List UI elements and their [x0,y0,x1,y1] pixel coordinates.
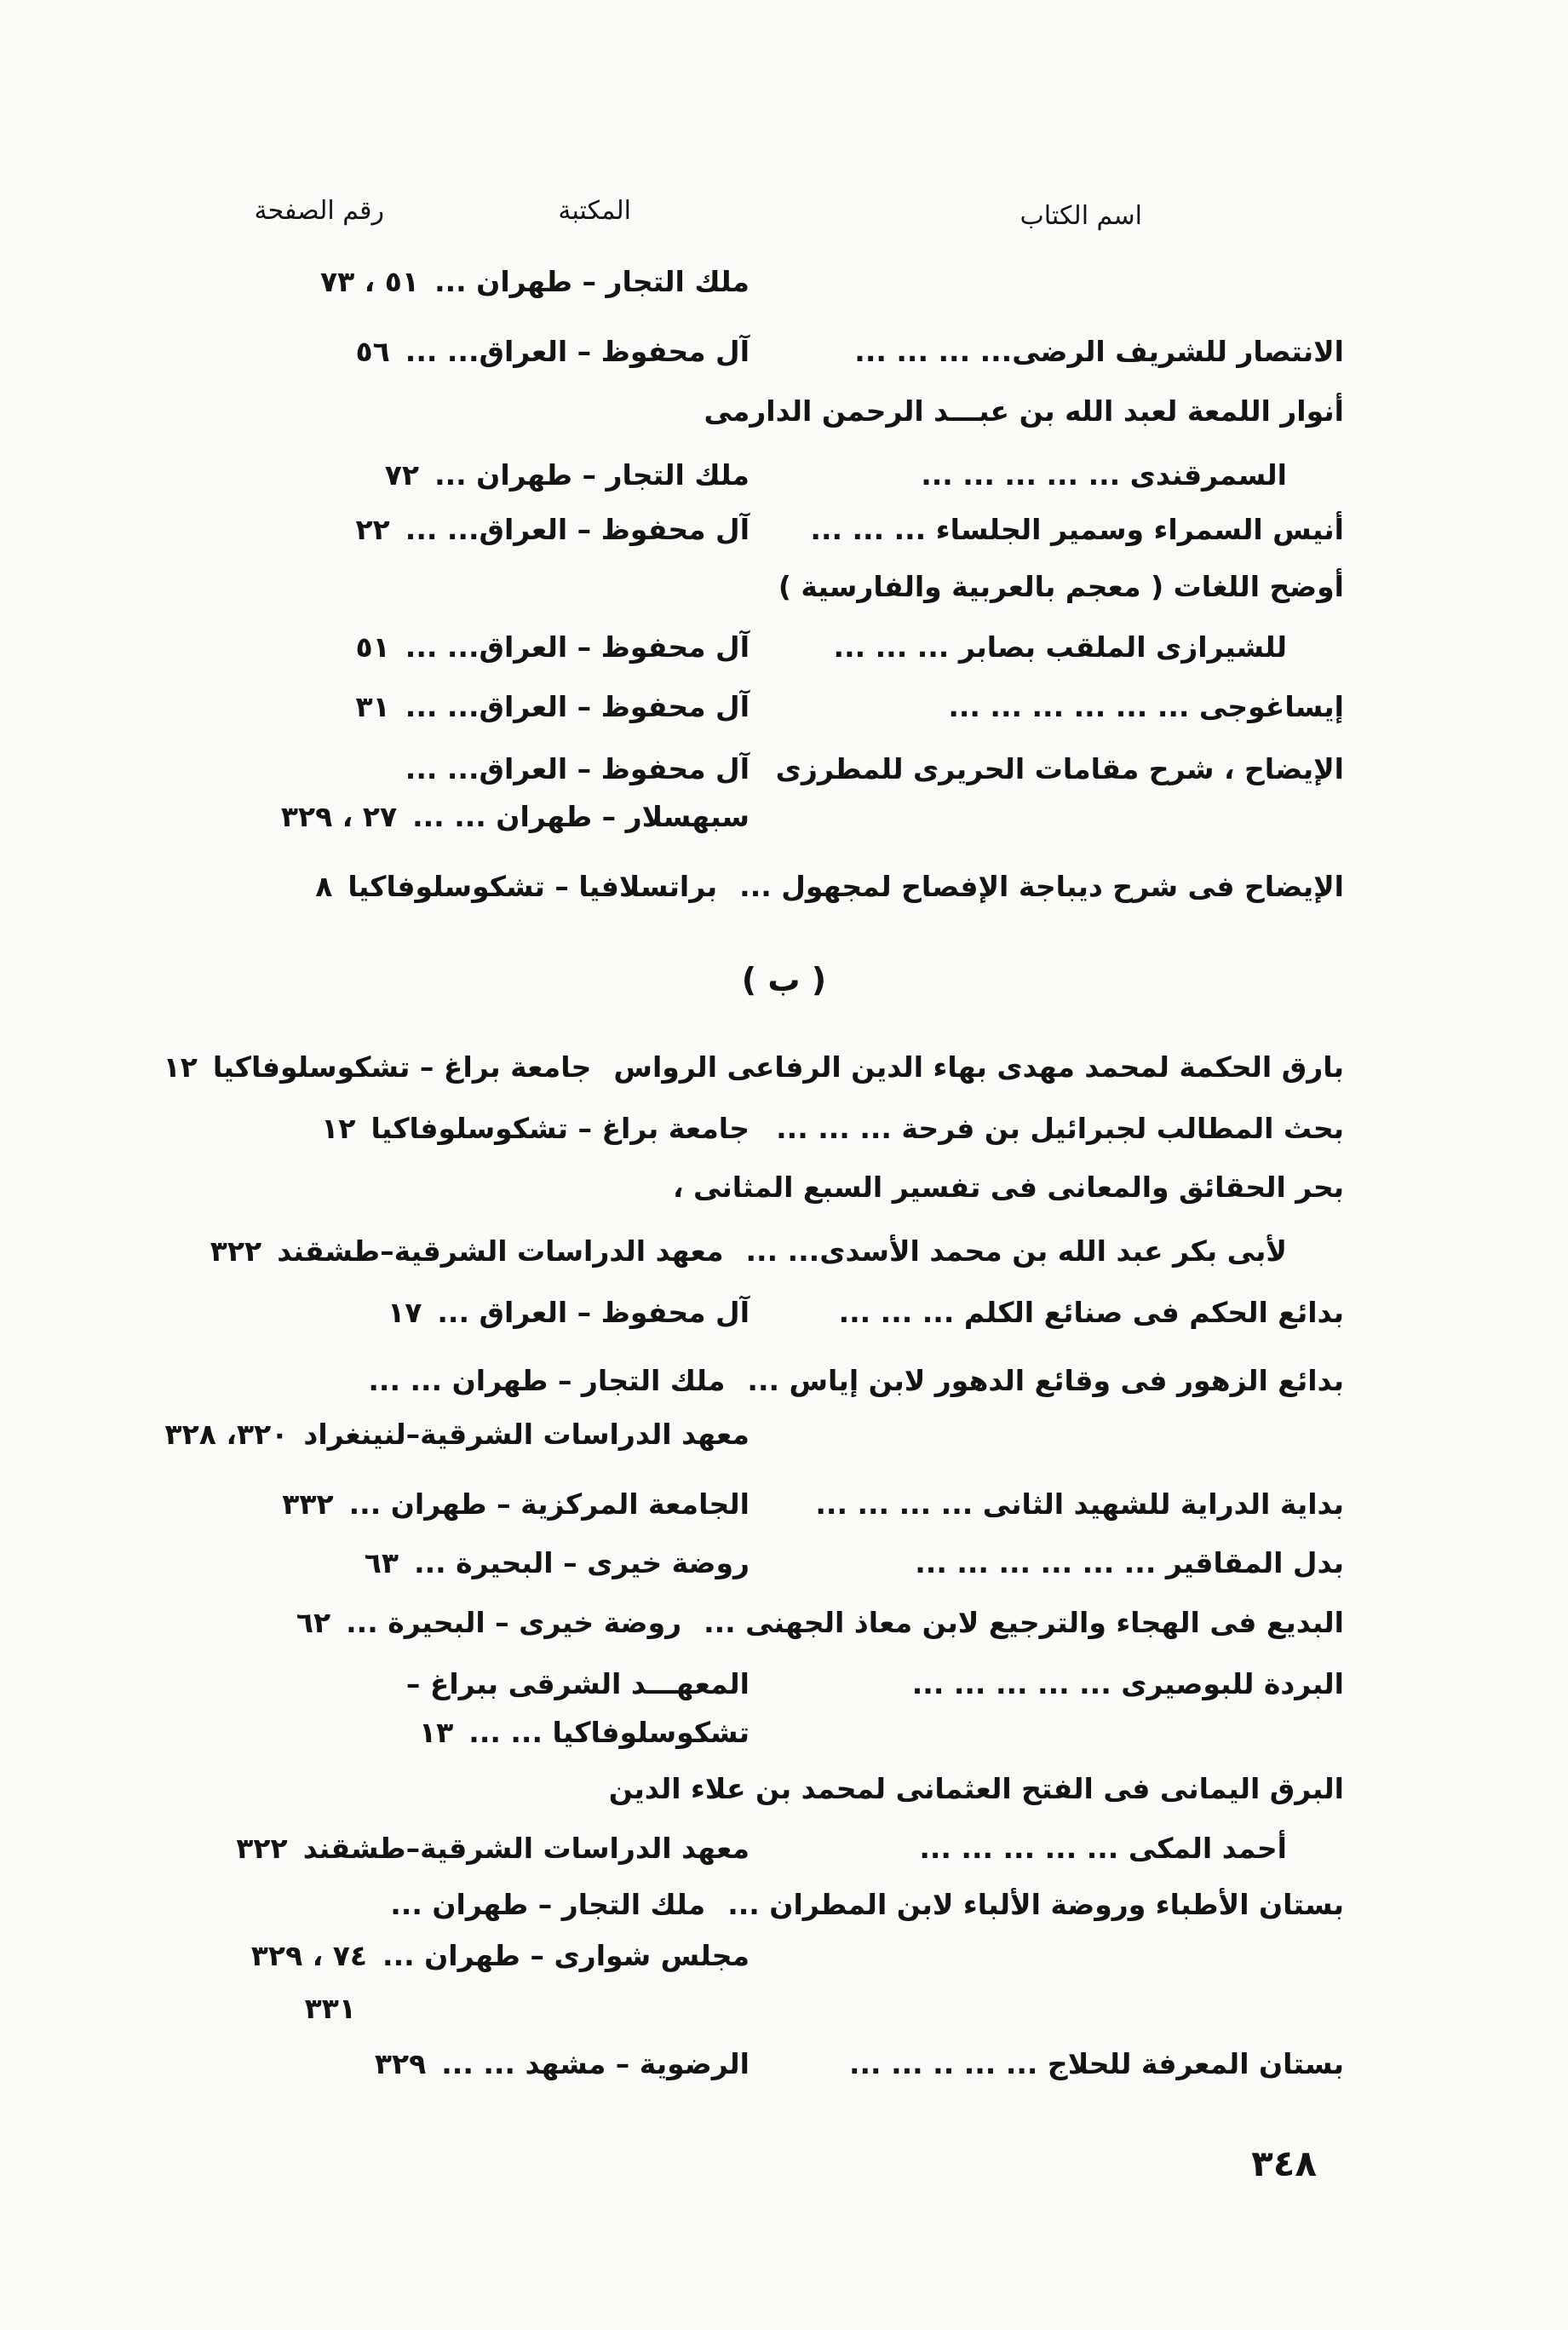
page-numbers: ٢٢ [355,513,390,546]
library-cell [236,1826,750,1872]
library-name: روضة خيرى – البحيرة ... [414,1546,750,1579]
entry-row [34,1481,1344,1527]
entry-row [34,329,1344,375]
library-cell [296,1600,681,1646]
book-title: للشيرازى الملقب بصابر ... ... ... [833,630,1287,664]
entry-row [34,1933,1344,1979]
library-cell [388,1290,750,1336]
library-name: آل محفوظ – العراق... ... [405,335,750,368]
entry-row [34,794,1344,840]
book-title: البردة للبوصيرى ... ... ... ... ... [911,1667,1344,1700]
entry-row [34,1106,1344,1152]
library-cell [164,1044,592,1090]
book-title: بدائع الحكم فى صنائع الكلم ... ... ... [838,1296,1344,1329]
book-title: بحث المطالب لجبرائيل بن فرحة ... ... ... [776,1112,1344,1145]
entry-row [34,564,1344,610]
library-name: براتسلافيا – تشكوسلوفاكيا [347,870,718,903]
page-numbers: ٦٣ [364,1546,399,1579]
entry-row [34,388,1344,434]
library-cell [282,1481,750,1527]
library-name: تشكوسلوفاكيا ... ... [468,1716,750,1749]
library-name: ملك التجار – طهران ... ... [368,1364,726,1397]
book-title: بارق الحكمة لمحمد مهدى بهاء الدين الرفاعى الرواس [613,1050,1344,1084]
page-number: ٣٤٨ [1251,2143,1317,2184]
library-cell [305,1986,371,2032]
library-name: معهد الدراسات الشرقية–طشقند [302,1832,750,1865]
library-cell [355,624,750,670]
page-numbers: ٧٤ ، ٣٢٩ [250,1939,368,1972]
library-name: روضة خيرى – البحيرة ... [346,1606,682,1639]
page-numbers: ٧٢ [384,458,420,492]
column-header-book: اسم الكتاب [1019,201,1142,231]
library-cell [281,794,750,840]
book-title: بدائع الزهور فى وقائع الدهور لابن إياس ... [747,1364,1344,1397]
library-cell [375,2041,750,2087]
book-title: الإيضاح فى شرح ديباجة الإفصاح لمجهول ... [739,870,1344,903]
library-cell [210,1228,724,1274]
book-title: بستان الأطباء وروضة الألباء لابن المطران ... [727,1888,1344,1921]
book-title: البرق اليمانى فى الفتح العثمانى لمحمد بن علاء الدين [608,1772,1344,1805]
library-cell [355,507,750,553]
entry-row [34,1661,1344,1707]
library-cell [321,1106,750,1152]
entry-row [34,864,1344,910]
library-name: جامعة براغ – تشكوسلوفاكيا [212,1050,592,1084]
page-numbers: ٥١ [355,630,390,664]
page-numbers: ١٢ [163,1050,198,1084]
book-title: الإيضاح ، شرح مقامات الحريرى للمطرزى [775,752,1344,785]
book-title: البديع فى الهجاء والترجيع لابن معاذ الجهنى ... [704,1606,1344,1639]
book-title: الانتصار للشريف الرضى... ... ... ... [854,335,1344,368]
library-cell [391,1661,750,1707]
library-cell [390,746,750,792]
library-name: ملك التجار – طهران ... [434,458,750,492]
library-name: آل محفوظ – العراق... ... [405,630,750,664]
library-cell [320,259,750,305]
library-cell [734,564,750,610]
entry-row [34,1290,1344,1336]
column-header-page: رقم الصفحة [254,196,384,226]
book-title: أنيس السمراء وسمير الجلساء ... ... ... [810,513,1344,546]
page-numbers: ٥١ ، ٧٣ [319,265,420,298]
library-cell [251,1933,750,1979]
library-cell [375,1882,705,1928]
page-numbers: ٣٢٢ [236,1832,288,1865]
library-cell [355,329,750,375]
entry-row [34,1044,1344,1090]
page-numbers: ٣٢٩ [374,2047,427,2080]
library-name: جامعة براغ – تشكوسلوفاكيا [370,1112,750,1145]
entry-row [34,1882,1344,1928]
library-name: معهد الدراسات الشرقية–لنينغراد [303,1418,750,1451]
page-numbers: ٨ [315,870,333,903]
page-numbers: ٥٦ [355,335,390,368]
page-numbers: ٣٢٢ [210,1234,262,1268]
book-title: بداية الدراية للشهيد الثانى ... ... ... ... [815,1487,1344,1521]
library-name: آل محفوظ – العراق... ... [405,513,750,546]
page-numbers: ١٢ [321,1112,356,1145]
entry-row [34,1358,1344,1404]
column-header-library: المكتبة [558,196,631,226]
page-numbers: ١٣ [418,1716,454,1749]
book-title: بدل المقاقير ... ... ... ... ... ... [915,1546,1344,1579]
book-title: أنوار اللمعة لعبد الله بن عبـــد الرحمن الدارمى [704,394,1344,428]
library-cell [165,1412,750,1458]
library-cell [419,1710,750,1756]
page-numbers: ١٧ [388,1296,422,1329]
page-numbers: ٢٧ ، ٣٢٩ [280,800,398,833]
entry-row [34,1826,1344,1872]
book-title: السمرقندى ... ... ... ... ... [921,458,1287,492]
library-name: ملك التجار – طهران ... [434,265,750,298]
library-name: الرضوية – مشهد ... ... [441,2047,750,2080]
page-numbers: ٦٢ [296,1606,331,1639]
library-name: آل محفوظ – العراق ... [437,1296,750,1329]
library-name: ملك التجار – طهران ... [390,1888,706,1921]
book-title: بحر الحقائق والمعانى فى تفسير السبع المثانى ، [672,1171,1344,1204]
page-numbers: ٣٣٢ [282,1487,334,1521]
book-title: بستان المعرفة للحلاج ... ... .. ... ... [848,2047,1344,2080]
section-heading-ba: ( ب ) [741,961,827,998]
library-name: آل محفوظ – العراق... ... [405,690,750,723]
library-name: سبهسلار – طهران ... ... [412,800,750,833]
library-cell [385,452,750,498]
library-cell [353,1358,725,1404]
book-title: أوضح اللغات ( معجم بالعربية والفارسية ) [778,570,1344,603]
entry-row [34,1412,1344,1458]
page-numbers: ٣٢٠، ٣٢٨ [164,1418,289,1451]
library-cell [571,1766,587,1812]
library-cell [315,864,717,910]
library-cell [666,388,681,434]
entry-row [34,1600,1344,1646]
library-name: آل محفوظ – العراق... ... [405,752,750,785]
page-numbers: ٣١ [355,690,390,723]
entry-row [34,1710,1344,1756]
book-title: إيساغوجى ... ... ... ... ... ... [948,690,1344,723]
entry-row [34,1986,1344,2032]
library-cell [365,1540,750,1586]
entry-row [34,1165,1344,1211]
entry-row [34,2041,1344,2087]
entry-row [34,746,1344,792]
entry-row [34,259,1344,305]
library-name: مجلس شوارى – طهران ... [382,1939,750,1972]
entry-row [34,684,1344,730]
page-numbers: ٣٣١ [304,1992,356,2025]
book-title: أحمد المكى ... ... ... ... ... [919,1832,1287,1865]
book-title: لأبى بكر عبد الله بن محمد الأسدى... ... [745,1234,1287,1268]
entry-row [34,452,1344,498]
entry-row [34,624,1344,670]
entry-row [34,1228,1344,1274]
entry-row [34,1766,1344,1812]
library-cell [635,1165,651,1211]
entry-row [34,507,1344,553]
library-cell [355,684,750,730]
library-name: الجامعة المركزية – طهران ... [348,1487,750,1521]
entry-row [34,1540,1344,1586]
library-name: معهد الدراسات الشرقية–طشقند [277,1234,724,1268]
library-name: المعهـــد الشرقى ببراغ – [405,1667,750,1700]
